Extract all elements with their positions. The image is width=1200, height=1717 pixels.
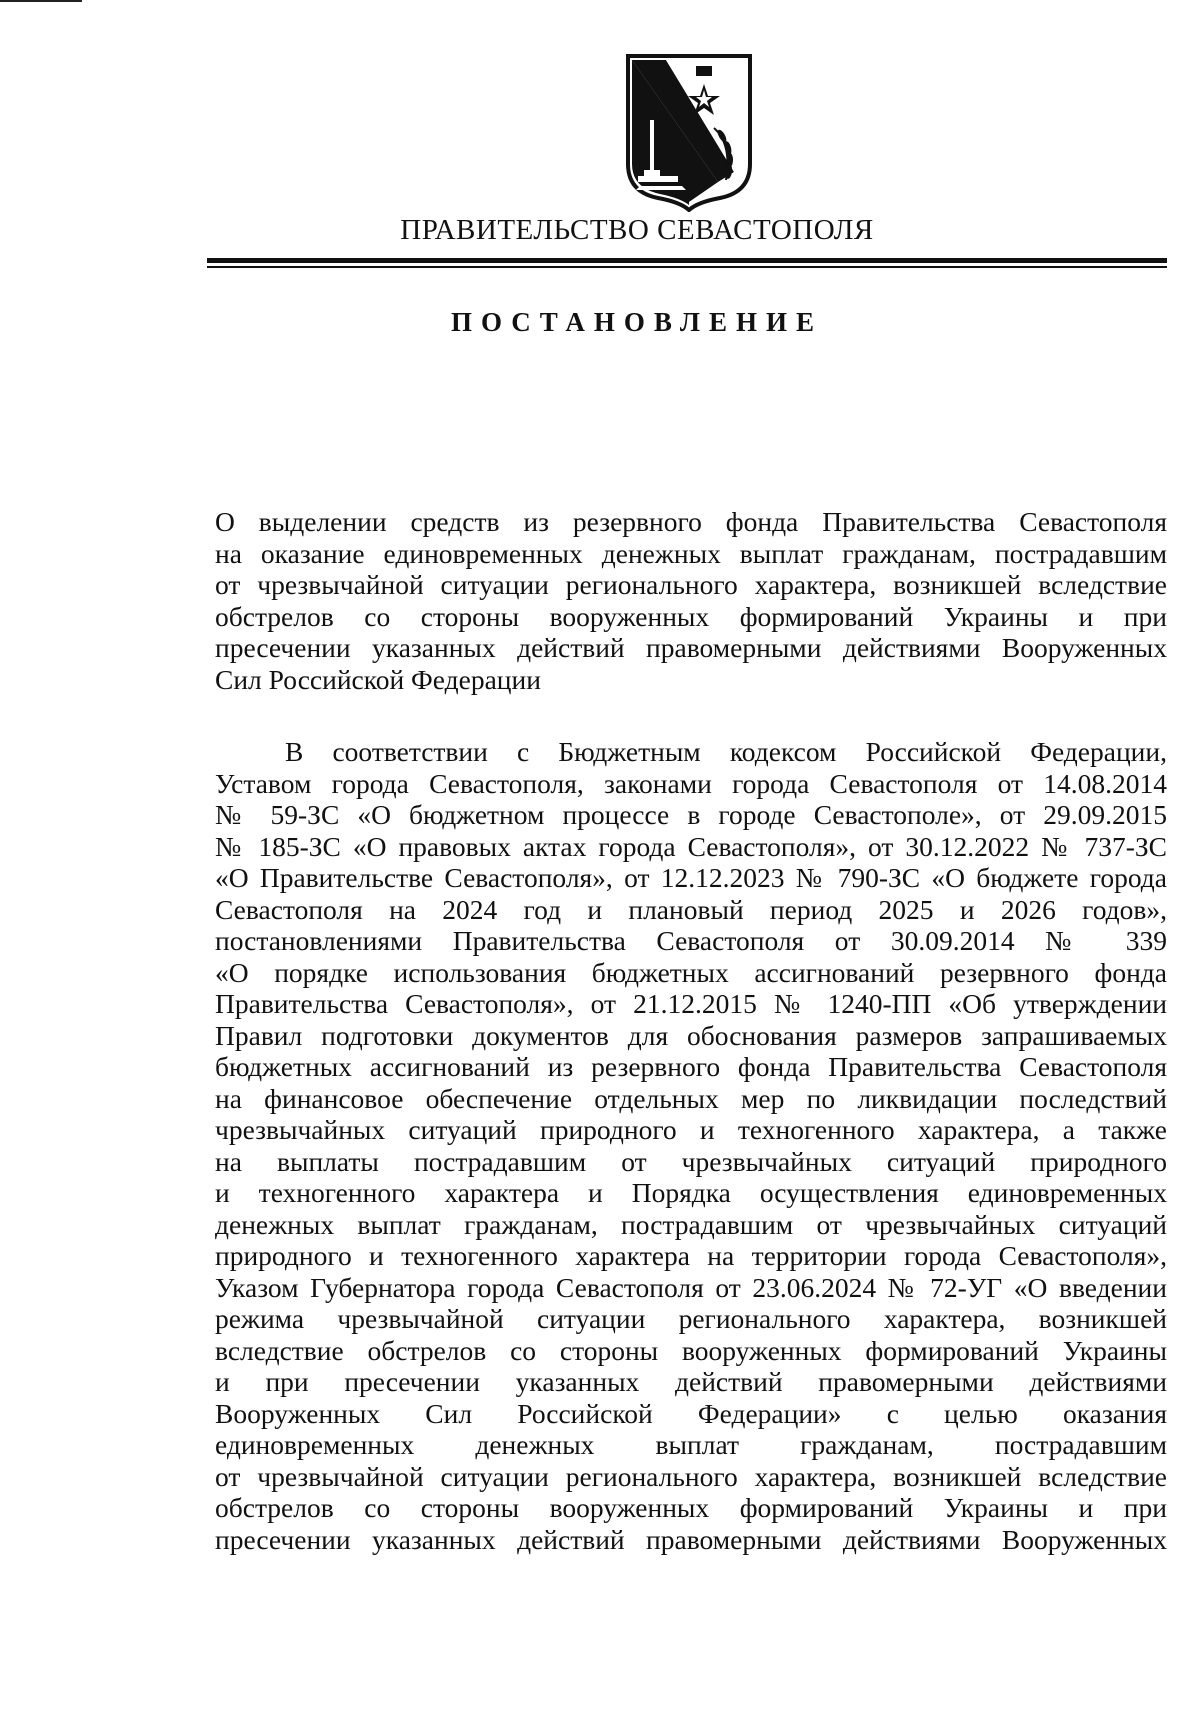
document-subject [215, 506, 1167, 695]
body-line: В соответствии с Бюджетным кодексом Российской Федерации, [285, 736, 1167, 767]
document-body [215, 736, 1167, 1555]
sevastopol-coat-of-arms-icon [622, 52, 756, 212]
body-line: и при пресечении указанных действий правомерными действиями [215, 1366, 1167, 1397]
body-line: «О Правительстве Севастополя», от 12.12.2023 № 790-ЗС «О бюджете города [215, 862, 1167, 893]
body-line: № 185-ЗС «О правовых актах города Севастополя», от 30.12.2022 № 737-ЗС [215, 830, 1167, 862]
body-line: постановлениями Правительства Севастополя от 30.09.2014 № 339 [215, 925, 1167, 956]
body-line: Правительства Севастополя», от 21.12.2015 № 1240-ПП «Об утверждении [215, 988, 1167, 1019]
body-line: пресечении указанных действий правомерными действиями Вооруженных [215, 1523, 1167, 1555]
body-line: природного и техногенного характера на территории города Севастополя», [215, 1240, 1167, 1271]
body-line: денежных выплат гражданам, пострадавшим от чрезвычайных ситуаций [215, 1208, 1167, 1240]
body-line: на финансовое обеспечение отдельных мер по ликвидации последствий [215, 1082, 1167, 1114]
body-line: на выплаты пострадавшим от чрезвычайных ситуаций природного [215, 1145, 1167, 1177]
body-line: режима чрезвычайной ситуации регионального характера, возникшей [215, 1303, 1167, 1334]
body-line: и техногенного характера и Порядка осуществления единовременных [215, 1177, 1167, 1208]
subject-line: Сил Российской Федерации [215, 663, 541, 695]
organization-name: ПРАВИТЕЛЬСТВО СЕВАСТОПОЛЯ [400, 214, 874, 246]
subject-line: от чрезвычайной ситуации регионального характера, возникшей вследствие [215, 569, 1167, 600]
body-line: обстрелов со стороны вооруженных формирований Украины и при [215, 1492, 1167, 1523]
body-line: «О порядке использования бюджетных ассигнований резервного фонда [215, 956, 1167, 988]
body-line: чрезвычайных ситуаций природного и техногенного характера, а также [215, 1114, 1167, 1145]
header-rule-thin [207, 266, 1167, 268]
subject-line: обстрелов со стороны вооруженных формирований Украины и при [215, 600, 1167, 632]
body-line: Вооруженных Сил Российской Федерации» с целью оказания [215, 1397, 1167, 1429]
subject-line: пресечении указанных действий правомерными действиями Вооруженных [215, 632, 1167, 663]
document-type-title: ПОСТАНОВЛЕНИЕ [450, 307, 824, 337]
subject-line: на оказание единовременных денежных выплат гражданам, пострадавшим [215, 537, 1167, 569]
body-line: Уставом города Севастополя, законами города Севастополя от 14.08.2014 [215, 767, 1167, 799]
subject-line: О выделении средств из резервного фонда Правительства Севастополя [215, 506, 1167, 537]
body-line: от чрезвычайной ситуации регионального характера, возникшей вследствие [215, 1460, 1167, 1492]
body-line: бюджетных ассигнований из резервного фонда Правительства Севастополя [215, 1051, 1167, 1082]
body-line: Правил подготовки документов для обоснования размеров запрашиваемых [215, 1019, 1167, 1051]
scan-corner-mark [0, 0, 82, 2]
body-line: вследствие обстрелов со стороны вооруженных формирований Украины [215, 1334, 1167, 1366]
body-line: единовременных денежных выплат гражданам, пострадавшим [215, 1429, 1167, 1460]
body-line: Севастополя на 2024 год и плановый период 2025 и 2026 годов», [215, 893, 1167, 925]
body-line: № 59-ЗС «О бюджетном процессе в городе Севастополе», от 29.09.2015 [215, 799, 1167, 830]
header-rule-thick [207, 258, 1167, 263]
body-line: Указом Губернатора города Севастополя от 23.06.2024 № 72-УГ «О введении [215, 1271, 1167, 1303]
